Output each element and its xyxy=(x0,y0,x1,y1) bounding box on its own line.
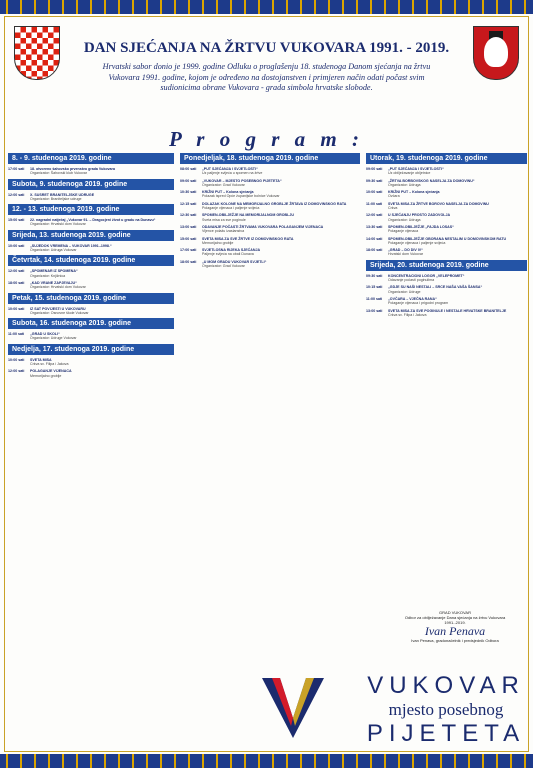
top-ornamental-band xyxy=(0,0,533,14)
event-title: „GRAD – DO DIV IV“ xyxy=(388,248,423,253)
event-title: SVJETLOSNA RIJEKA SJEĆANJA xyxy=(202,248,261,253)
day-header: Petak, 15. studenoga 2019. godine xyxy=(8,293,174,304)
event-detail: Organizator: Osnovne škole Vukovar xyxy=(30,310,89,315)
event-detail: Organizator: Udruga Vukovar xyxy=(30,248,77,253)
day-header: 12. - 13. studenoga 2019. godine xyxy=(8,204,174,215)
event-detail: Ovčara xyxy=(388,194,400,199)
event-time: 10:30 sati xyxy=(180,190,197,195)
column-right xyxy=(366,153,527,320)
event-detail: Organizator: Braniteljske udruge xyxy=(30,196,82,201)
event-row xyxy=(8,167,174,176)
day-header: 8. - 9. studenoga 2019. godine xyxy=(8,153,174,164)
event-row xyxy=(8,193,174,202)
event-detail: Crkva xyxy=(388,206,398,211)
event-row xyxy=(8,244,174,253)
event-row xyxy=(180,190,360,199)
event-title: POLAGANJE VIJENACA xyxy=(30,369,72,374)
event-title: KRIŽNI PUT – Kolona sjećanja xyxy=(202,190,254,195)
event-time: 12:30 sati xyxy=(180,213,197,218)
event-row xyxy=(8,369,174,378)
event-row xyxy=(180,237,360,246)
event-detail: Hrvatski dom Vukovar xyxy=(388,252,424,257)
event-title: „SPOMENAR IZ SPOMENA“ xyxy=(30,269,78,274)
event-detail: Vijence polažu izaslanstva xyxy=(202,229,245,234)
vukovar-v-logo-icon xyxy=(258,674,328,740)
event-time: 12:00 sati xyxy=(8,269,25,274)
event-title: SVETA MISA ZA SVE ŽRTVE IZ DOMOVINSKOG RATA xyxy=(202,236,294,241)
event-title: „SUJEDOK VREMENA – VUKOVAR 1991.-1998.“ xyxy=(30,243,112,248)
event-time: 08:00 sati xyxy=(180,167,197,171)
event-time: 13:00 sati xyxy=(180,224,197,229)
event-detail: Paljenje svijeća na obali Dunava xyxy=(202,252,254,257)
event-time: 18:00 sati xyxy=(180,259,197,264)
event-row xyxy=(180,248,360,257)
event-title: 22. nagradni natječaj „Vukovar 91. – Dragocjeni život u gradu na Dunavu“ xyxy=(30,218,156,223)
event-detail: Organizator: Udruga xyxy=(388,182,421,187)
event-detail: Organizator: Udruga xyxy=(388,217,421,222)
event-row xyxy=(180,225,360,234)
event-row xyxy=(366,202,527,211)
logo-line-2: mjesto posebnog xyxy=(388,700,504,719)
event-title: „PUT SJEĆANJA I SVJETLOSTI“ xyxy=(388,167,444,171)
event-row xyxy=(180,260,360,269)
event-detail: Organizator: Udruge Vukovar xyxy=(30,336,77,341)
program-label: P r o g r a m : xyxy=(169,127,364,151)
logo-line-1: VUKOVAR xyxy=(367,672,525,699)
event-row xyxy=(8,332,174,341)
event-detail: Organizator: Šahovski klub Vukovar xyxy=(30,171,87,176)
event-time: 18:00 sati xyxy=(366,248,383,253)
event-row xyxy=(366,274,527,283)
event-time: 10:00 sati xyxy=(8,243,25,248)
event-time: 15:00 sati xyxy=(180,236,197,241)
event-title: KONCENTRACIONI LOGOR „VELEPROMET“ xyxy=(388,273,465,278)
event-time: 12:00 sati xyxy=(8,369,25,374)
event-time: 12:00 sati xyxy=(8,192,25,197)
day-header: Četvrtak, 14. studenoga 2019. godine xyxy=(8,255,174,266)
event-row xyxy=(366,167,527,176)
event-time: 10:15 sati xyxy=(366,285,383,290)
event-row xyxy=(8,218,174,227)
event-time: 12:15 sati xyxy=(180,201,197,206)
event-title: DOLAZAK KOLONE NA MEMORIJALNO GROBLJE ŽRTAVA IZ DOMOVINSKOG RATA xyxy=(202,201,347,206)
event-detail: Polaganje vijenaca i prigodni program xyxy=(388,301,449,306)
event-title: „KAD VRANE ZAPJEVAJU“ xyxy=(30,280,77,285)
event-time: 17:00 sati xyxy=(8,167,25,171)
event-row xyxy=(180,213,360,222)
event-detail: Uz obilježavanje obljetnice xyxy=(388,171,431,176)
event-row xyxy=(366,225,527,234)
event-time: 10:00 sati xyxy=(8,357,25,362)
event-detail: Polazak ispred Opće županijske bolnice Vukovar xyxy=(202,194,280,199)
event-title: KRIŽNI PUT – Kolona sjećanja xyxy=(388,190,440,195)
event-row xyxy=(180,179,360,188)
event-detail: Organizator: Udruge xyxy=(388,289,421,294)
handwritten-signature: Ivan Penava xyxy=(424,624,486,638)
day-header: Subota, 9. studenoga 2019. godine xyxy=(8,179,174,190)
signature-committee: Odbor za obilježavanje Dana sjećanja na žrtvu Vukovara 1991.-2019. xyxy=(404,615,506,625)
event-title: SVETA MISA ZA ŽRTVE BOROVO NASELJA ZA DOMOVINU xyxy=(388,201,489,206)
event-title: SVETA MISA ZA SVE POGINULE I NESTALE HRVATSKE BRANITELJE xyxy=(388,308,507,313)
event-time: 09:00 sati xyxy=(180,178,197,183)
day-header: Srijeda, 13. studenoga 2019. godine xyxy=(8,230,174,241)
event-title: SPOMEN-OBILJEŽJE „FAJDA LOSAS“ xyxy=(388,224,454,229)
event-detail: Organizator: Grad Vukovar xyxy=(202,264,245,269)
event-title: IZ SAT POVIJESTI U VUKOVARU xyxy=(30,306,86,311)
event-title: U SJEĆANJU PROSTO ZADOVOLJA xyxy=(388,213,451,218)
vukovar-logo-text xyxy=(366,672,526,748)
event-detail: Organizator: Hrvatski dom Vukovar xyxy=(30,222,86,227)
signature-org: GRAD VUKOVAR xyxy=(439,610,471,615)
day-header: Nedjelja, 17. studenoga 2019. godine xyxy=(8,344,174,355)
logo-line-3: PIJETETA xyxy=(366,720,526,747)
signature-block xyxy=(395,610,515,643)
event-detail: Polaganje vijenaca i paljenje svijeća xyxy=(388,240,446,245)
event-time: 13:00 sati xyxy=(366,308,383,313)
event-detail: Crkva sv. Filipa i Jakova xyxy=(30,362,69,367)
event-time: 09:30 sati xyxy=(366,273,383,278)
event-time: 10:00 sati xyxy=(8,306,25,311)
event-time: 11:00 sati xyxy=(366,201,383,206)
event-time: 18:00 sati xyxy=(8,280,25,285)
event-time: 17:00 sati xyxy=(180,248,197,253)
event-detail: Sveta misa za sve poginule xyxy=(202,217,246,222)
day-header: Utorak, 19. studenoga 2019. godine xyxy=(366,153,527,164)
page-title: DAN SJEĆANJA NA ŽRTVU VUKOVARA 1991. - 2019. xyxy=(83,40,450,56)
event-detail: Crkva sv. Filipa i Jakova xyxy=(388,312,427,317)
column-left xyxy=(8,153,174,381)
event-row xyxy=(366,213,527,222)
event-detail: Organizator: Knjižnica xyxy=(30,273,66,278)
event-time: 12:00 sati xyxy=(366,213,383,218)
day-header: Ponedjeljak, 18. studenoga 2019. godine xyxy=(180,153,360,164)
event-row xyxy=(8,358,174,367)
event-row xyxy=(366,237,527,246)
event-title: SPOMEN-OBILJEŽJE NA MEMORIJALNOM GROBLJU xyxy=(202,213,294,218)
column-middle xyxy=(180,153,360,271)
event-time: 13:30 sati xyxy=(366,224,383,229)
signature-name: Ivan Penava, gradonačelnik i predsjednik Odbora xyxy=(411,638,499,643)
intro-text: Hrvatski sabor donio je 1999. godine Odluku o proglašenju 18. studenoga Danom sjećanja na žrtvu Vukovara 1991. godine, kojom je određeno na dostojanstven i primjeren način odati počast svim sudionicima obrane Vukovara - grada simbola hrvatske slobode. xyxy=(102,62,431,92)
event-title: „ŽRTVA BORBOVSKOG NASELJA ZA DOMOVINU“ xyxy=(388,178,475,183)
event-time: 11:00 sati xyxy=(366,296,383,301)
day-header: Subota, 16. studenoga 2019. godine xyxy=(8,318,174,329)
event-detail: Polaganje vijenaca xyxy=(388,229,419,234)
event-row xyxy=(366,179,527,188)
event-title: SVETA MISA xyxy=(30,357,52,362)
event-title: „VUKOVAR – MJESTO POSEBNOG PIJETETA“ xyxy=(202,178,282,183)
event-detail: Memorijalno groblje xyxy=(202,240,234,245)
event-time: 09:30 sati xyxy=(366,178,383,183)
event-title: „OVČARA – VJEČNA RANA“ xyxy=(388,296,437,301)
event-row xyxy=(366,285,527,294)
event-time: 10:00 sati xyxy=(366,190,383,195)
event-row xyxy=(8,281,174,290)
event-detail: Polaganje vijenaca i paljenje svijeća xyxy=(202,206,260,211)
event-row xyxy=(366,190,527,199)
event-detail: Odavanje počasti poginulima xyxy=(388,278,435,283)
event-time: 09:00 sati xyxy=(366,167,383,171)
day-header: Srijeda, 20. studenoga 2019. godine xyxy=(366,260,527,271)
event-row xyxy=(8,269,174,278)
event-title: „GDJE SU NAŠI NESTALI – SRCE NAŠA VAŠA ŠANSA“ xyxy=(388,285,483,290)
event-title: „GRAD U SKOLI“ xyxy=(30,332,60,337)
event-title: ODAVANJE POČASTI ŽRTVAMA VUKOVARA POLAGANJEM VIJENACA xyxy=(202,224,324,229)
event-row xyxy=(366,309,527,318)
event-row xyxy=(180,202,360,211)
event-time: 14:00 sati xyxy=(366,236,383,241)
event-title: 18. otvoreno šahovsko prvenstvo grada Vukovara xyxy=(30,167,115,171)
event-title: „U MOM GRADU VUKOVAR SVJETLI“ xyxy=(202,259,267,264)
event-row xyxy=(366,297,527,306)
event-time: 15:00 sati xyxy=(8,218,25,223)
event-title: „PUT SJEĆANJA I SVJETLOSTI“ xyxy=(202,167,258,171)
event-title: X. SUSRET BRANITELJSKE UDRUGE xyxy=(30,192,95,197)
event-title: SPOMEN-OBILJEŽJE OBORANA NESTALIM U DOMOVINSKOM RATU xyxy=(388,236,507,241)
event-detail: Organizator: Hrvatski dom Vukovar xyxy=(30,285,86,290)
bottom-ornamental-band xyxy=(0,754,533,768)
event-detail: Memorijalno groblje xyxy=(30,373,62,378)
event-detail: Uz paljenje svijeća u spomen na žrtve xyxy=(202,171,263,176)
event-detail: Organizator: Grad Vukovar xyxy=(202,182,245,187)
event-time: 11:00 sati xyxy=(8,332,25,337)
event-row xyxy=(180,167,360,176)
event-row xyxy=(366,248,527,257)
event-row xyxy=(8,307,174,316)
